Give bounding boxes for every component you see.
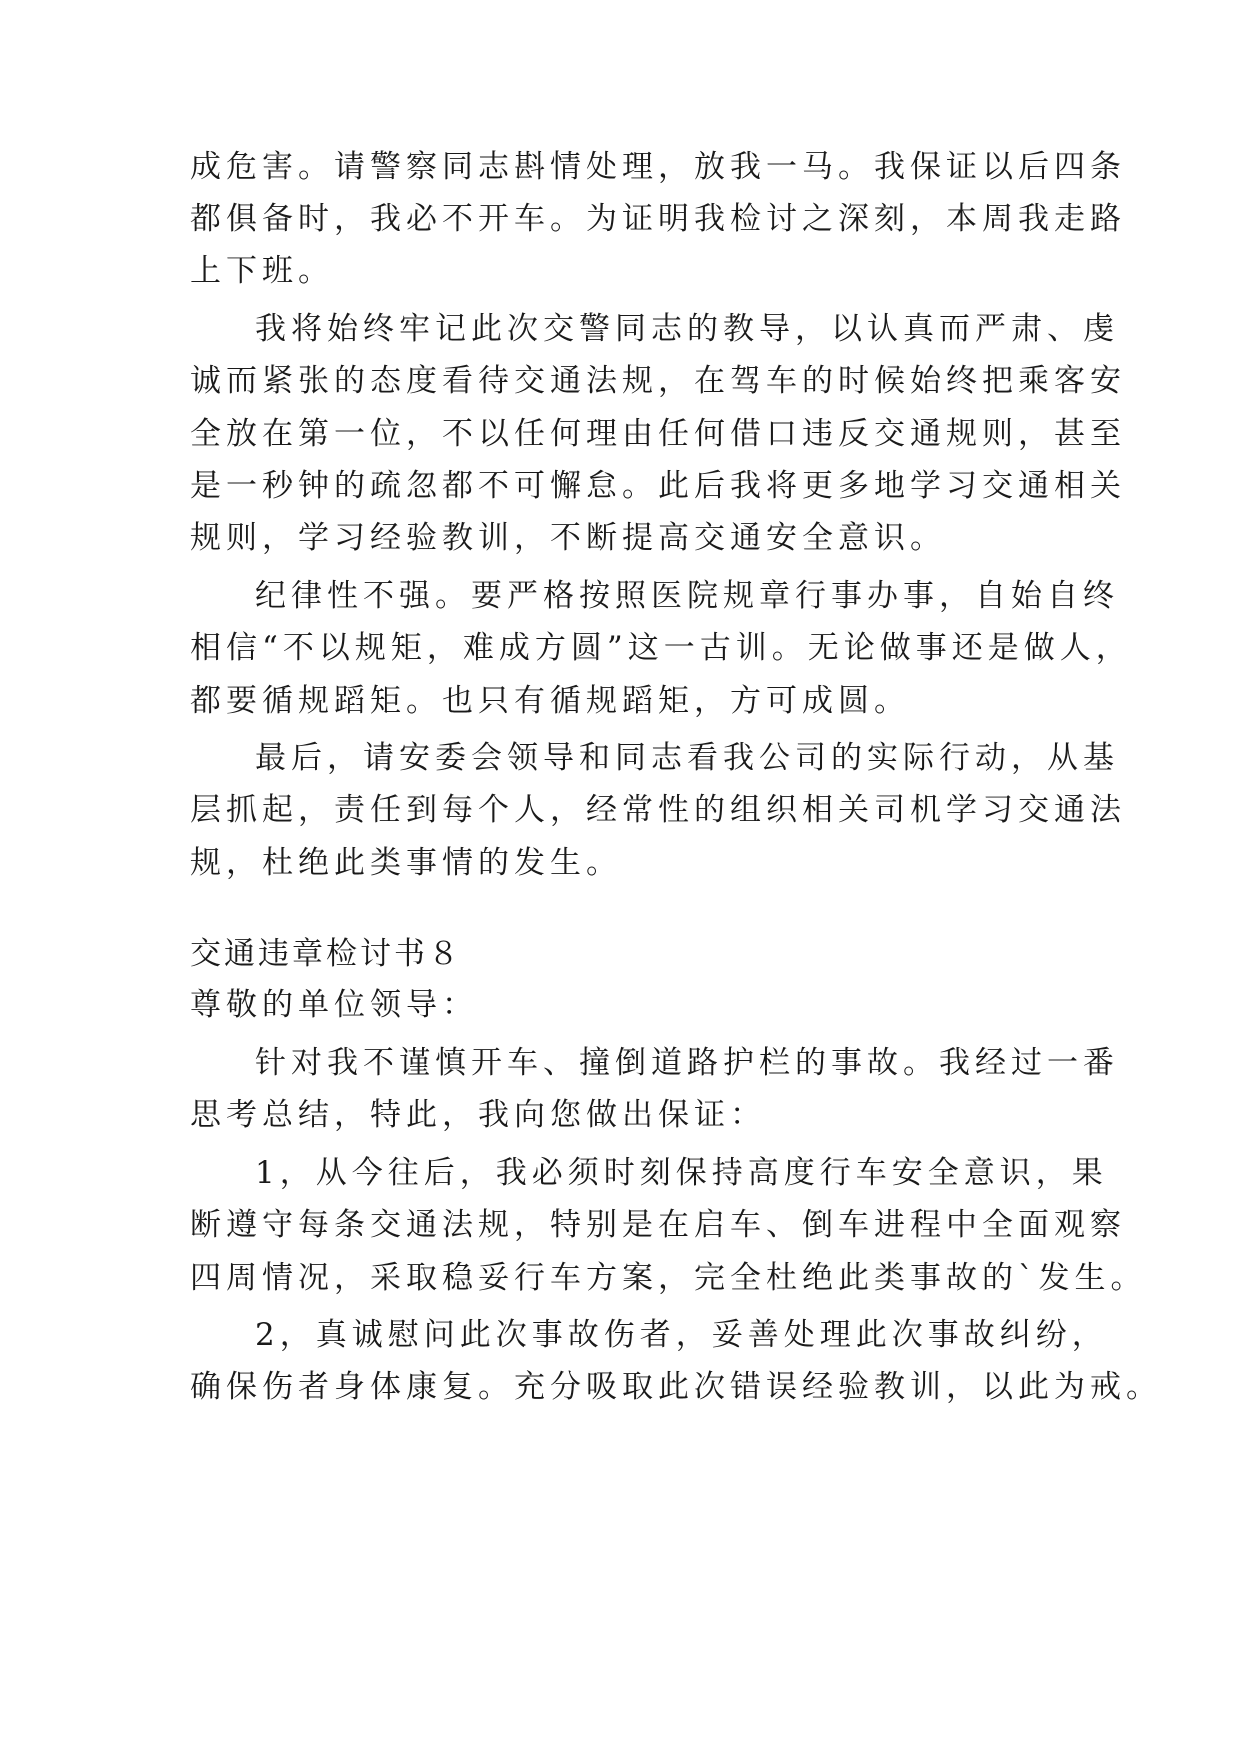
body-text-line: 相信“不以规矩，难成方圆”这一古训。无论做事还是做人， — [190, 630, 1132, 666]
list-item-1-line: 1，从今往后，我必须时刻保持高度行车安全意识，果 — [255, 1155, 1108, 1191]
salutation: 尊敬的单位领导： — [190, 987, 478, 1023]
list-item-2-line: 2，真诚慰问此次事故伤者，妥善处理此次事故纠纷， — [255, 1317, 1108, 1353]
body-text-line: 纪律性不强。要严格按照医院规章行事办事，自始自终 — [255, 578, 1119, 614]
section-heading: 交通违章检讨书８ — [190, 936, 462, 972]
list-item-1-line: 四周情况，采取稳妥行车方案，完全杜绝此类事故的`发生。 — [190, 1260, 1147, 1296]
body-text-line: 都俱备时，我必不开车。为证明我检讨之深刻，本周我走路 — [190, 201, 1126, 237]
body-text-line: 都要循规蹈矩。也只有循规蹈矩，方可成圆。 — [190, 683, 910, 719]
body-text-line: 思考总结，特此，我向您做出保证： — [190, 1097, 766, 1133]
body-text-line: 成危害。请警察同志斟情处理，放我一马。我保证以后四条 — [190, 149, 1126, 185]
body-text-line: 全放在第一位，不以任何理由任何借口违反交通规则，甚至 — [190, 416, 1126, 452]
body-text-line: 规，杜绝此类事情的发生。 — [190, 845, 622, 881]
body-text-line: 规则，学习经验教训，不断提高交通安全意识。 — [190, 520, 946, 556]
body-text-line: 针对我不谨慎开车、撞倒道路护栏的事故。我经过一番 — [255, 1045, 1119, 1081]
list-item-1-line: 断遵守每条交通法规，特别是在启车、倒车进程中全面观察 — [190, 1207, 1126, 1243]
body-text-line: 诚而紧张的态度看待交通法规，在驾车的时候始终把乘客安 — [190, 363, 1126, 399]
body-text-line: 最后，请安委会领导和同志看我公司的实际行动，从基 — [255, 740, 1119, 776]
body-text-line: 是一秒钟的疏忽都不可懈怠。此后我将更多地学习交通相关 — [190, 468, 1126, 504]
list-item-2-line: 确保伤者身体康复。充分吸取此次错误经验教训，以此为戒。 — [190, 1369, 1162, 1405]
body-text-line: 层抓起，责任到每个人，经常性的组织相关司机学习交通法 — [190, 792, 1126, 828]
body-text-line: 我将始终牢记此次交警同志的教导，以认真而严肃、虔 — [255, 311, 1119, 347]
body-text-line: 上下班。 — [190, 253, 334, 289]
